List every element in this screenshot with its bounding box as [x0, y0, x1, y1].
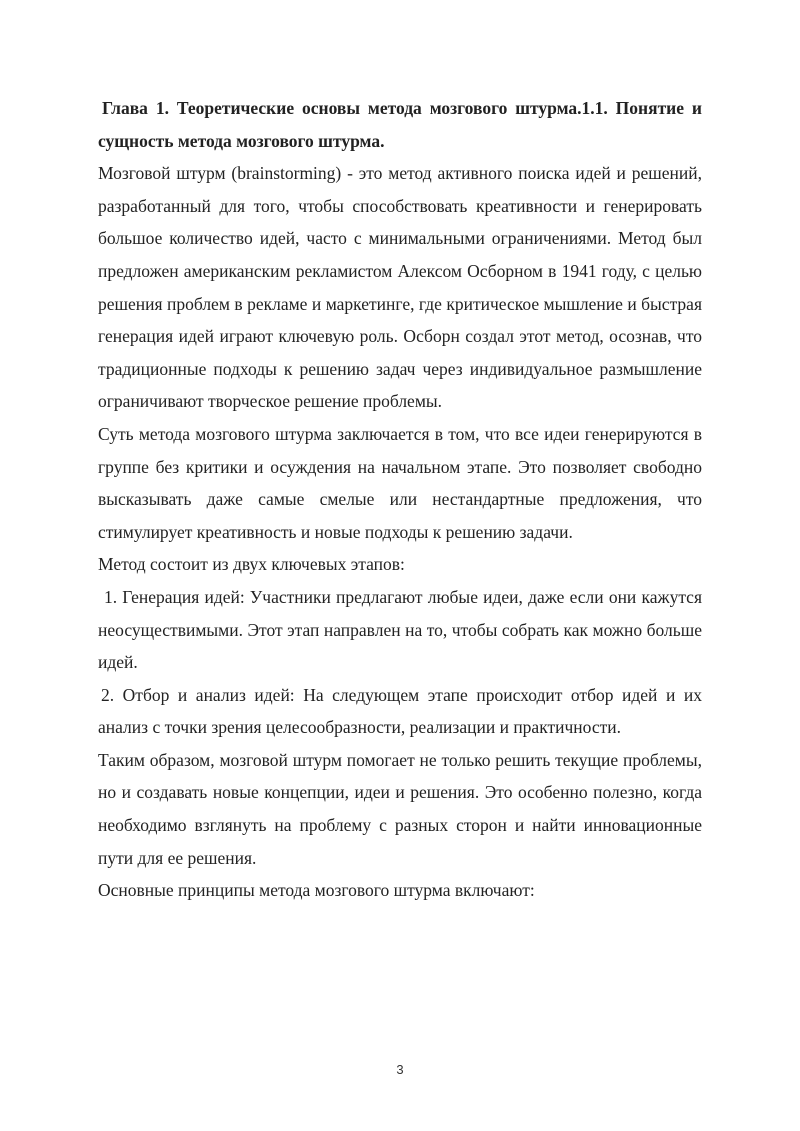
paragraph-principles-intro: Основные принципы метода мозгового штурма включают:	[98, 880, 535, 901]
paragraph-conclusion: Таким образом, мозговой штурм помогает не только решить текущие проблемы, но и создавать новые концепции, идеи и решения. Это особенно полезно, когда необходимо взглянуть на проблему с разных сторон и найти инновационные пути для ее решения.	[98, 749, 702, 868]
page-number: 3	[396, 1062, 404, 1077]
paragraph-stages-intro: Метод состоит из двух ключевых этапов:	[98, 554, 405, 575]
list-item-idea-generation: 1. Генерация идей: Участники предлагают любые идеи, даже если они кажутся неосуществимыми. Этот этап направлен на то, чтобы собрать как можно больше идей.	[98, 586, 702, 673]
paragraph-brainstorming-definition: Мозговой штурм (brainstorming) - это метод активного поиска идей и решений, разработанный для того, чтобы способствовать креативности и генерировать большое количество идей, часто с минимальными ограничениями. Метод был предложен американским рекламистом Алексом Осборном в 1941 году, с целью решения проблем в рекламе и маркетинге, где критическое мышление и быстрая генерация идей играют ключевую роль. Осборн создал этот метод, осознав, что традиционные подходы к решению задач через индивидуальное размышление ограничивают творческое решение проблемы.	[98, 163, 702, 412]
paragraph-method-essence: Суть метода мозгового штурма заключается в том, что все идеи генерируются в группе без критики и осуждения на начальном этапе. Это позволяет свободно высказывать даже самые смелые или нестандартные предложения, что стимулирует креативность и новые подходы к решению задачи.	[98, 423, 702, 542]
chapter-heading-text: Глава 1. Теоретические основы метода мозгового штурма.1.1. Понятие и сущность метода мозгового штурма.	[98, 98, 702, 151]
document-page	[98, 92, 702, 907]
list-item-idea-selection: 2. Отбор и анализ идей: На следующем этапе происходит отбор идей и их анализ с точки зрения целесообразности, реализации и практичности.	[98, 684, 702, 738]
chapter-heading	[98, 92, 702, 157]
